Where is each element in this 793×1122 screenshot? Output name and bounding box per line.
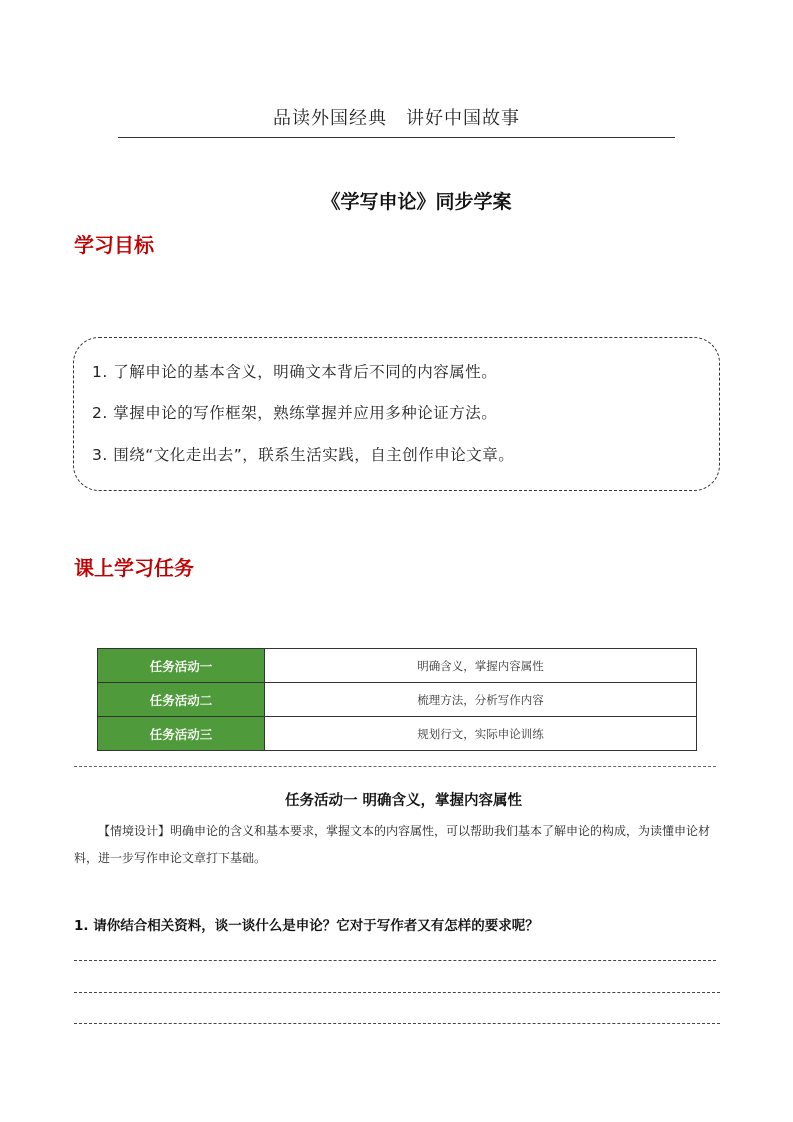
learning-goals-heading: 学习目标 bbox=[74, 233, 154, 257]
answer-line[interactable] bbox=[74, 1023, 720, 1024]
answer-line[interactable] bbox=[74, 992, 720, 993]
class-tasks-heading: 课上学习任务 bbox=[74, 556, 194, 580]
task-name-cell: 任务活动二 bbox=[98, 683, 265, 717]
answer-line[interactable] bbox=[74, 960, 716, 961]
table-row bbox=[98, 649, 697, 683]
table-row bbox=[98, 717, 697, 751]
task-desc-cell: 规划行文，实际申论训练 bbox=[265, 717, 697, 751]
task-desc-cell: 梳理方法，分析写作内容 bbox=[265, 683, 697, 717]
table-row bbox=[98, 683, 697, 717]
scenario-paragraph bbox=[74, 818, 722, 872]
task-table bbox=[97, 648, 697, 751]
header-rule bbox=[118, 137, 675, 138]
learning-goal-item: 3. 围绕“文化走出去”，联系生活实践，自主创作申论文章。 bbox=[92, 446, 515, 464]
task-name-cell: 任务活动一 bbox=[98, 649, 265, 683]
question-1: 1. 请你结合相关资料，谈一谈什么是申论？它对于写作者又有怎样的要求呢？ bbox=[74, 918, 539, 934]
learning-goal-item: 1. 了解申论的基本含义，明确文本背后不同的内容属性。 bbox=[92, 363, 498, 381]
activity-title: 任务活动一 明确含义，掌握内容属性 bbox=[284, 793, 523, 809]
task-name-cell: 任务活动三 bbox=[98, 717, 265, 751]
header-title: 品读外国经典 讲好中国故事 bbox=[273, 108, 520, 129]
scenario-tag: 【情境设计】 bbox=[98, 824, 171, 838]
section-separator bbox=[74, 766, 716, 767]
scenario-text: 明确申论的含义和基本要求，掌握文本的内容属性，可以帮助我们基本了解申论的构成，为读懂申论材料，进一步写作申论文章打下基础。 bbox=[74, 824, 711, 865]
document-title: 《学写申论》同步学案 bbox=[321, 191, 512, 213]
task-desc-cell: 明确含义，掌握内容属性 bbox=[265, 649, 697, 683]
learning-goal-item: 2. 掌握申论的写作框架，熟练掌握并应用多种论证方法。 bbox=[92, 404, 498, 422]
